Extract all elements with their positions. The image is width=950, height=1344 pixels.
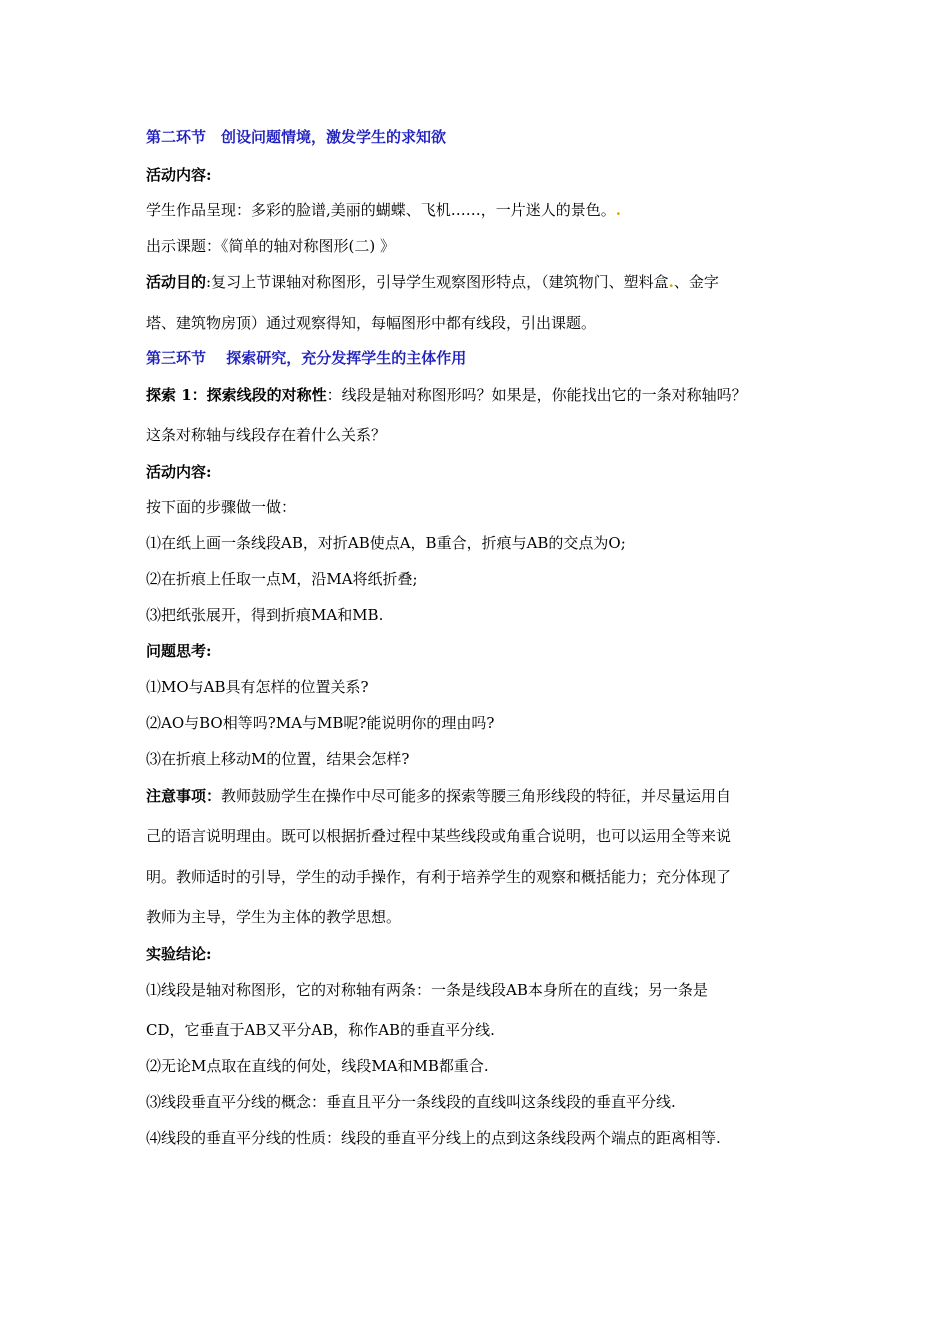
conclusion-item: ⑷线段的垂直平分线的性质：线段的垂直平分线上的点到这条线段两个端点的距离相等.: [146, 1129, 721, 1147]
purpose-label: 活动目的: [146, 273, 207, 291]
section2-line1: 学生作品呈现：多彩的脸谱,美丽的蝴蝶、飞机……，一片迷人的景色。.: [146, 201, 622, 219]
orange-dot-mark: .: [668, 273, 674, 291]
explore-label: 探索 1：探索线段的对称性: [146, 386, 327, 404]
conclusion-label: 实验结论:: [146, 945, 212, 963]
step-item: ⑴在纸上画一条线段AB，对折AB使点A，B重合，折痕与AB的交点为O;: [146, 534, 626, 552]
notes-line: 教师为主导，学生为主体的教学思想。: [146, 908, 402, 926]
section2-activity-label: 活动内容:: [146, 166, 212, 184]
section2-line2: 出示课题：《简单的轴对称图形(二) 》: [146, 237, 395, 255]
section3-activity-label: 活动内容:: [146, 463, 212, 481]
conclusion-item: ⑴线段是轴对称图形，它的对称轴有两条：一条是线段AB本身所在的直线；另一条是: [146, 981, 708, 999]
section2-purpose: 活动目的:复习上节课轴对称图形，引导学生观察图形特点，（建筑物门、塑料盒.、金字: [146, 273, 719, 291]
notes-line: 己的语言说明理由。既可以根据折叠过程中某些线段或角重合说明，也可以运用全等来说: [146, 827, 732, 845]
question-item: ⑵AO与BO相等吗?MA与MB呢?能说明你的理由吗?: [146, 714, 495, 732]
conclusion-item: ⑵无论M点取在直线的何处，线段MA和MB都重合.: [146, 1057, 489, 1075]
question-item: ⑶在折痕上移动M的位置，结果会怎样?: [146, 750, 410, 768]
step-item: ⑵在折痕上任取一点M，沿MA将纸折叠;: [146, 570, 418, 588]
question-item: ⑴MO与AB具有怎样的位置关系?: [146, 678, 369, 696]
explore-line1: 探索 1：探索线段的对称性：线段是轴对称图形吗？如果是，你能找出它的一条对称轴吗？: [146, 386, 747, 404]
notes-line1: 注意事项：教师鼓励学生在操作中尽可能多的探索等腰三角形线段的特征，并尽量运用自: [146, 787, 732, 805]
explore-line2: 这条对称轴与线段存在着什么关系？: [146, 426, 387, 444]
section2-purpose-line2: 塔、建筑物房顶）通过观察得知，每幅图形中都有线段，引出课题。: [146, 314, 597, 332]
steps-intro: 按下面的步骤做一做：: [146, 498, 297, 516]
orange-dot-mark: .: [615, 201, 622, 219]
section2-heading: 第二环节 创设问题情境，激发学生的求知欲: [146, 128, 447, 146]
section3-heading: 第三环节 探索研究，充分发挥学生的主体作用: [146, 349, 467, 367]
notes-line: 明。教师适时的引导，学生的动手操作，有利于培养学生的观察和概括能力；充分体现了: [146, 868, 732, 886]
step-item: ⑶把纸张展开，得到折痕MA和MB.: [146, 606, 384, 624]
questions-label: 问题思考:: [146, 642, 212, 660]
conclusion-item: CD，它垂直于AB又平分AB，称作AB的垂直平分线.: [146, 1021, 495, 1039]
notes-label: 注意事项：: [146, 787, 222, 805]
conclusion-item: ⑶线段垂直平分线的概念：垂直且平分一条线段的直线叫这条线段的垂直平分线.: [146, 1093, 676, 1111]
